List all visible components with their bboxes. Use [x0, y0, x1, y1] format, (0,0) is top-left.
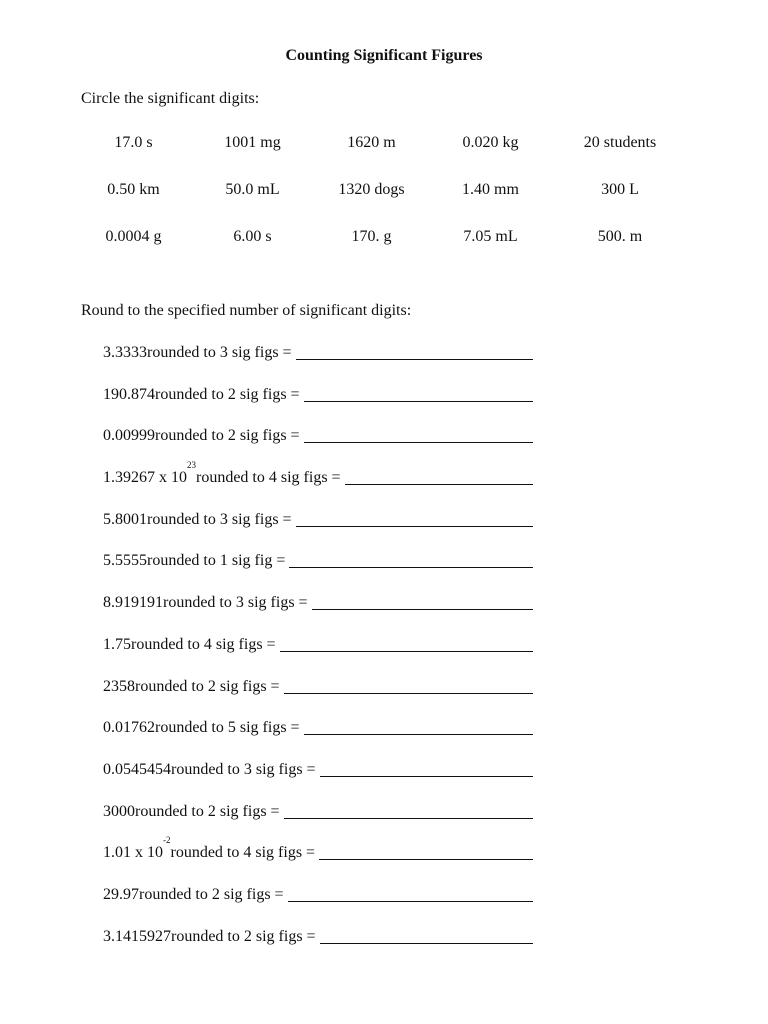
measurement-item: 7.05 mL	[463, 228, 518, 245]
answer-blank[interactable]	[320, 760, 533, 777]
rounding-problem	[103, 760, 533, 802]
measurement-item: 50.0 mL	[225, 181, 280, 198]
problem-instruction: rounded to 3 sig figs =	[147, 344, 292, 361]
problem-value: 29.97	[103, 885, 139, 903]
problem-value: 8.919191	[103, 594, 163, 612]
problem-value: 1.01 x 10	[103, 844, 163, 862]
answer-blank[interactable]	[289, 551, 533, 568]
rounding-problem	[103, 426, 533, 468]
measurement-item: 0.0004 g	[105, 228, 162, 245]
significant-digits-grid	[74, 133, 694, 274]
answer-blank[interactable]	[296, 343, 533, 360]
rounding-problem	[103, 343, 533, 385]
answer-blank[interactable]	[319, 843, 533, 860]
problem-instruction: rounded to 4 sig figs =	[170, 844, 316, 862]
rounding-problem	[103, 927, 533, 969]
answer-blank[interactable]	[312, 593, 533, 610]
measurement-item: 1.40 mm	[462, 181, 519, 198]
problem-value: 0.00999	[103, 427, 155, 445]
problem-instruction: rounded to 5 sig figs =	[155, 719, 300, 737]
page-title: Counting Significant Figures	[285, 47, 483, 64]
problem-value: 5.8001	[103, 510, 147, 528]
problem-instruction: rounded to 3 sig figs =	[171, 760, 316, 778]
answer-blank[interactable]	[304, 426, 533, 443]
rounding-problem: 1.01 x 10 $^{-2}$ rounded to 4 sig figs =	[103, 843, 533, 885]
measurement-item: 0.020 kg	[462, 134, 519, 151]
measurement-item: 17.0 s	[114, 134, 153, 151]
rounding-problem	[103, 551, 533, 593]
grid-row	[74, 180, 694, 227]
rounding-problem	[103, 718, 533, 760]
answer-blank[interactable]	[304, 385, 533, 402]
problem-instruction: rounded to 2 sig figs =	[171, 927, 316, 945]
answer-blank[interactable]	[284, 677, 533, 694]
answer-blank[interactable]	[280, 635, 533, 652]
round-section-heading: Round to the specified number of significant digits:	[81, 302, 412, 319]
problem-value: 3.1415927	[103, 927, 171, 945]
circle-section-heading: Circle the significant digits:	[81, 90, 260, 107]
problem-instruction: rounded to 1 sig fig =	[147, 552, 286, 570]
answer-blank[interactable]	[304, 718, 533, 735]
answer-blank[interactable]	[284, 802, 533, 819]
problem-value: 1.75	[103, 635, 131, 653]
rounding-problem	[103, 385, 533, 427]
measurement-item: 20 students	[583, 134, 657, 151]
problem-value: 0.01762	[103, 719, 155, 737]
measurement-item: 170. g	[351, 228, 392, 245]
answer-blank[interactable]	[296, 510, 533, 527]
problem-instruction: rounded to 4 sig figs =	[131, 635, 276, 653]
problem-value: 1.39267 x 10	[103, 469, 187, 487]
answer-blank[interactable]	[345, 468, 533, 485]
rounding-problem	[103, 510, 533, 552]
problem-instruction: rounded to 3 sig figs =	[147, 510, 292, 528]
rounding-problem	[103, 677, 533, 719]
grid-row	[74, 133, 694, 180]
problem-instruction: rounded to 2 sig figs =	[135, 802, 280, 820]
measurement-item: 500. m	[597, 228, 643, 245]
problem-value: 190.874	[103, 385, 155, 403]
measurement-item: 1620 m	[347, 134, 396, 151]
problem-instruction: rounded to 2 sig figs =	[155, 385, 300, 403]
rounding-problem	[103, 885, 533, 927]
answer-blank[interactable]	[320, 927, 533, 944]
problem-instruction: rounded to 2 sig figs =	[139, 885, 284, 903]
problem-value: 2358	[103, 677, 135, 695]
problem-value: 0.0545454	[103, 760, 171, 778]
rounding-problems	[103, 343, 533, 968]
answer-blank[interactable]	[288, 885, 533, 902]
measurement-item: 300 L	[601, 181, 639, 198]
problem-value: 3.3333	[103, 344, 147, 361]
problem-instruction: rounded to 2 sig figs =	[135, 677, 280, 695]
measurement-item: 1001 mg	[224, 134, 281, 151]
problem-value: 5.5555	[103, 552, 147, 570]
problem-instruction: rounded to 4 sig figs =	[196, 469, 341, 487]
measurement-item: 1320 dogs	[338, 181, 405, 198]
problem-instruction: rounded to 2 sig figs =	[155, 427, 300, 445]
measurement-item: 6.00 s	[233, 228, 272, 245]
grid-row	[74, 227, 694, 274]
measurement-item: 0.50 km	[107, 181, 160, 198]
problem-value: 3000	[103, 802, 135, 820]
rounding-problem: 1.39267 x 10 $^{23}$ rounded to 4 sig figs =	[103, 468, 533, 510]
rounding-problem	[103, 593, 533, 635]
rounding-problem	[103, 635, 533, 677]
problem-instruction: rounded to 3 sig figs =	[163, 594, 308, 612]
